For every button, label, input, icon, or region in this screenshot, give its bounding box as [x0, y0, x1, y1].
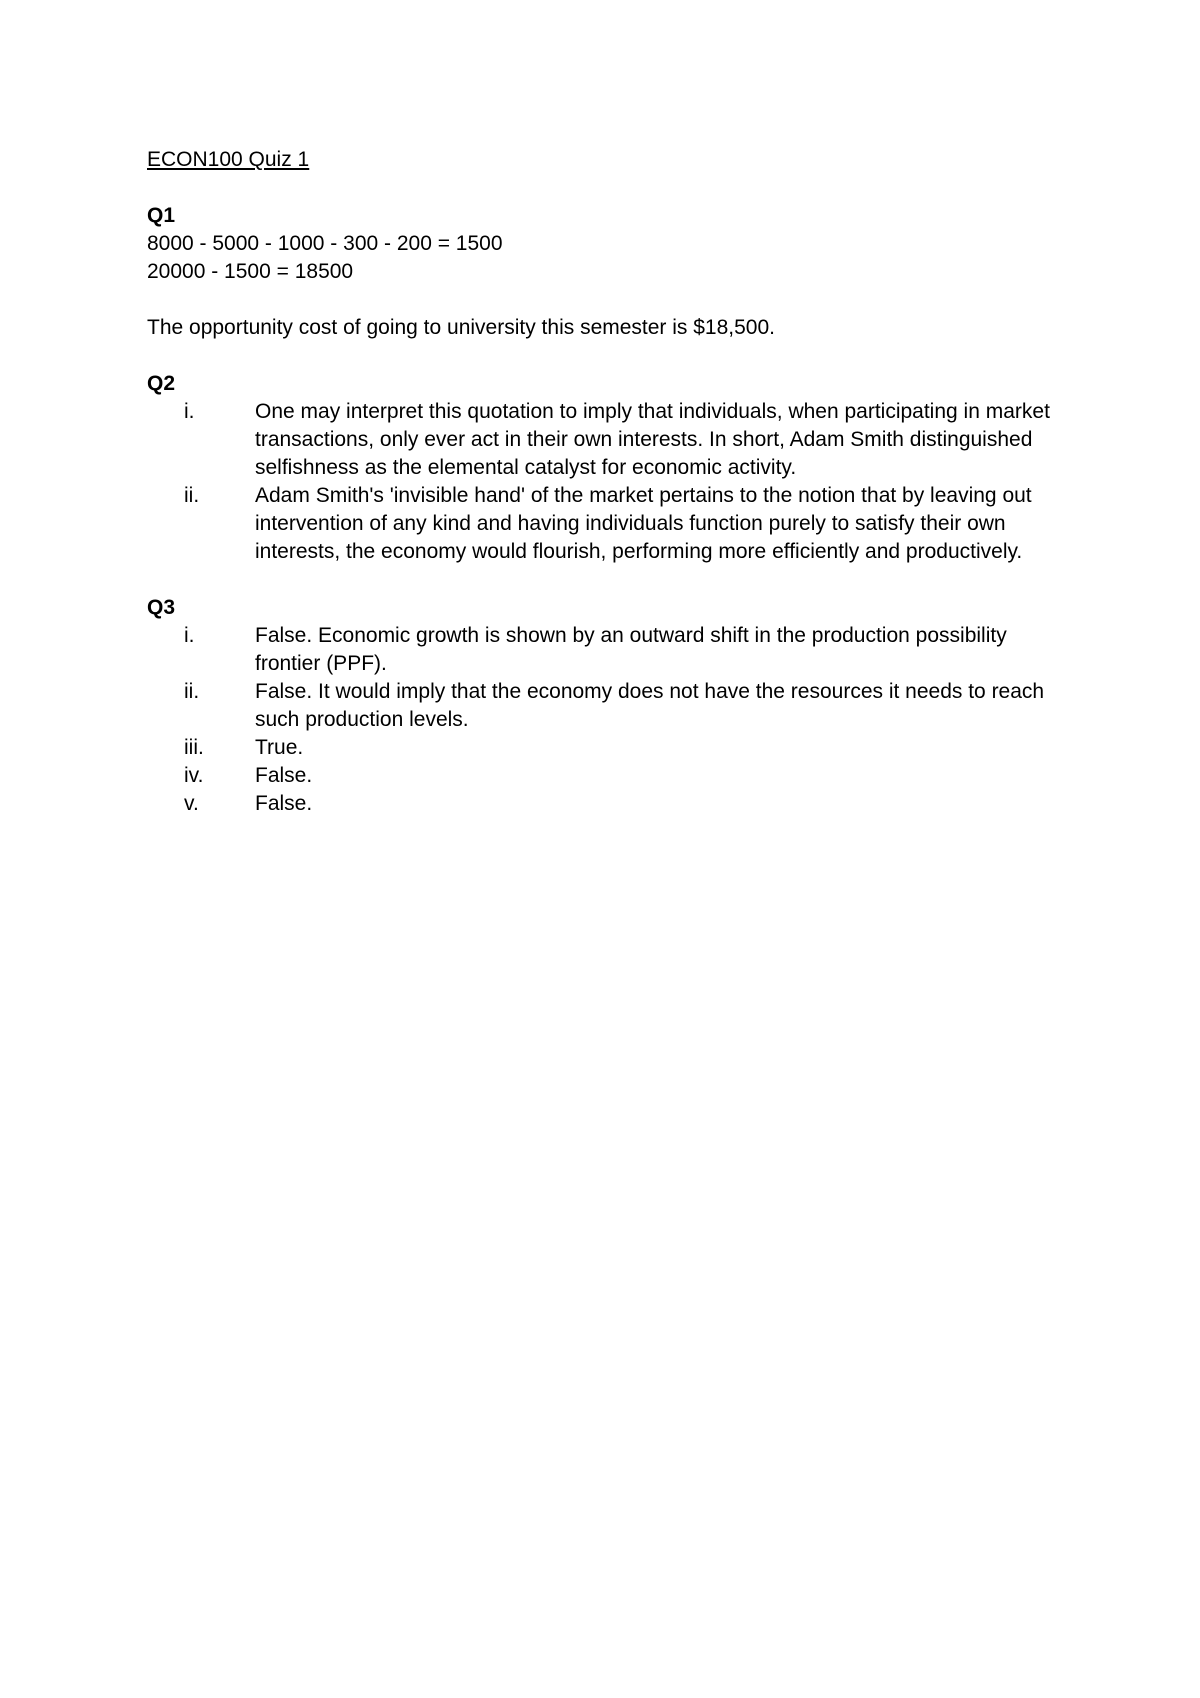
answer-item [147, 678, 1067, 734]
answer-item [147, 482, 1067, 566]
list-marker: i. [184, 624, 195, 647]
answer-item [147, 762, 1067, 790]
answer-text: False. Economic growth is shown by an outward shift in the production possibility frontier (PPF). [255, 624, 1007, 675]
question-3-heading: Q3 [147, 596, 176, 619]
answer-text: False. [255, 792, 313, 815]
spacer [147, 286, 1067, 314]
question-3 [147, 594, 1067, 818]
spacer [147, 174, 1067, 202]
list-marker: i. [184, 400, 195, 423]
question-3-answers [147, 622, 1067, 818]
list-marker: v. [184, 792, 199, 815]
answer-item [147, 398, 1067, 482]
answer-item [147, 622, 1067, 678]
calculation-line-2: 20000 - 1500 = 18500 [147, 260, 354, 283]
document-title: ECON100 Quiz 1 [147, 148, 310, 171]
question-2-answers [147, 398, 1067, 566]
question-1-answer: The opportunity cost of going to university this semester is $18,500. [147, 316, 776, 339]
question-2-heading: Q2 [147, 372, 176, 395]
answer-text: False. [255, 764, 313, 787]
answer-text: One may interpret this quotation to imply that individuals, when participating in market transactions, only ever act in their own interests. In short, Adam Smith distinguished selfishness as the elemental catalyst for economic activity. [255, 400, 1050, 479]
answer-text: False. It would imply that the economy does not have the resources it needs to reach such production levels. [255, 680, 1045, 731]
answer-item [147, 790, 1067, 818]
answer-item [147, 734, 1067, 762]
list-marker: iii. [184, 736, 204, 759]
answer-text: True. [255, 736, 304, 759]
question-2 [147, 370, 1067, 566]
document-body [147, 146, 1067, 818]
spacer [147, 342, 1067, 370]
answer-text: Adam Smith's 'invisible hand' of the market pertains to the notion that by leaving out intervention of any kind and having individuals function purely to satisfy their own interests, the economy would flourish, performing more efficiently and productively. [255, 484, 1032, 563]
question-1 [147, 202, 1067, 342]
question-1-heading: Q1 [147, 204, 176, 227]
calculation-line-1: 8000 - 5000 - 1000 - 300 - 200 = 1500 [147, 232, 503, 255]
list-marker: ii. [184, 484, 200, 507]
spacer [147, 566, 1067, 594]
list-marker: iv. [184, 764, 204, 787]
list-marker: ii. [184, 680, 200, 703]
